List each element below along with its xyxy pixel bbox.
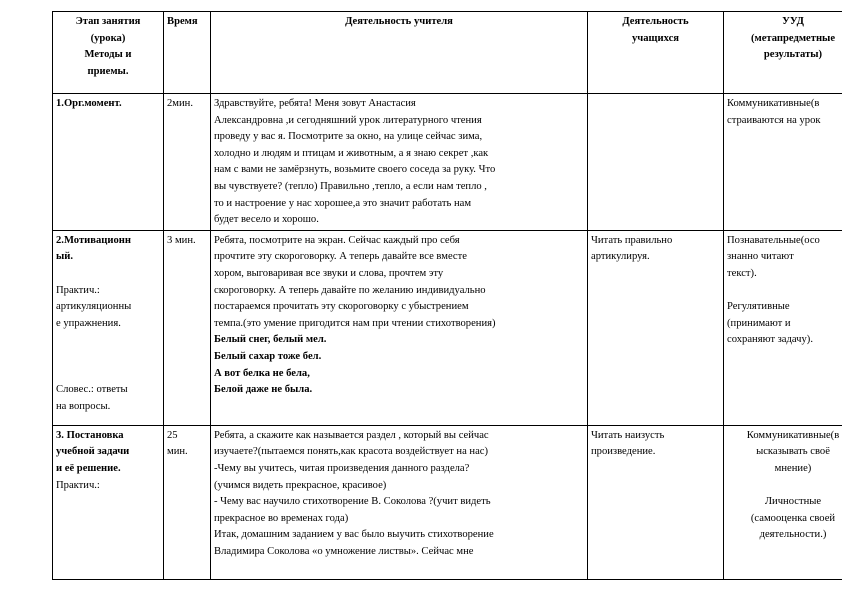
header-stage: Этап занятия (урока) Методы и приемы. <box>53 12 164 94</box>
student-activity-cell <box>588 94 724 231</box>
header-students: Деятельность учащихся <box>588 12 724 94</box>
lesson-plan-table <box>52 11 842 580</box>
table-row <box>53 425 842 579</box>
time-cell: 2мин. <box>164 94 211 231</box>
uud-cell: Познавательные(осо знанно читают текст). Регулятивные (принимают и сохраняют задачу). <box>724 230 842 425</box>
student-activity-cell: Читать наизусть произведение. <box>588 425 724 579</box>
teacher-activity-cell: Здравствуйте, ребята! Меня зовут Анастасия Александровна ,и сегодняшний урок литературного чтения проведу у вас я. Посмотрите за окно, на улице сейчас зима, холодно и людям и птицам и животным, а я знаю секрет ,как нам с вами не замёрзнуть, возьмите своего соседа за руку. Что вы чувствуете? (тепло) Правильно ,тепло, а если нам тепло , то и настроение у нас хорошее,а это значит работать нам будет весело и хорошо. <box>211 94 588 231</box>
header-time: Время <box>164 12 211 94</box>
table-row <box>53 230 842 425</box>
tongue-twister-line: Белой даже не была. <box>214 384 313 396</box>
uud-cell: Коммуникативные(в ысказывать своё мнение) Личностные (самооценка своей деятельности.) <box>724 425 842 579</box>
header-uud: УУД (метапредметные результаты) <box>724 12 842 94</box>
teacher-activity-cell: Ребята, посмотрите на экран. Сейчас каждый про себя прочтите эту скороговорку. А теперь давайте все вместе хором, выговаривая все звуки и слова, прочтем эту скороговорку. А теперь давайте по желанию индивидуально постараемся прочитать эту скороговорку с убыстрением темпа.(это умение пригодится нам при чтении стихотворения) Белый снег, белый мел. Белый сахар тоже бел. А вот белка не бела, Белой даже не была. <box>211 230 588 425</box>
time-cell: 25 мин. <box>164 425 211 579</box>
teacher-activity-cell: Ребята, а скажите как называется раздел , который вы сейчас изучаете?(пытаемся понять,как красота воздействует на нас) -Чему вы учитесь, читая произведения данного раздела? (учимся видеть прекрасное, красивое) - Чему вас научило стихотворение В. Соколова ?(учит видеть прекрасное во временах года) Итак, домашним заданием у вас было выучить стихотворение Владимира Соколова «о умножение листвы». Сейчас мне <box>211 425 588 579</box>
tongue-twister-line: А вот белка не бела, <box>214 367 310 379</box>
stage-cell: 3. Постановка учебной задачи и её решение. Практич.: <box>53 425 164 579</box>
uud-cell: Коммуникативные(в страиваются на урок <box>724 94 842 231</box>
table-row <box>53 94 842 231</box>
header-teacher: Деятельность учителя <box>211 12 588 94</box>
tongue-twister-line: Белый снег, белый мел. <box>214 334 327 346</box>
time-cell: 3 мин. <box>164 230 211 425</box>
stage-cell: 1.Орг.момент. <box>53 94 164 231</box>
tongue-twister-line: Белый сахар тоже бел. <box>214 350 322 362</box>
stage-cell: 2.Мотивационн ый. Практич.: артикуляционны е упражнения. Словес.: ответы на вопросы. <box>53 230 164 425</box>
student-activity-cell: Читать правильно артикулируя. <box>588 230 724 425</box>
table-header-row <box>53 12 842 94</box>
